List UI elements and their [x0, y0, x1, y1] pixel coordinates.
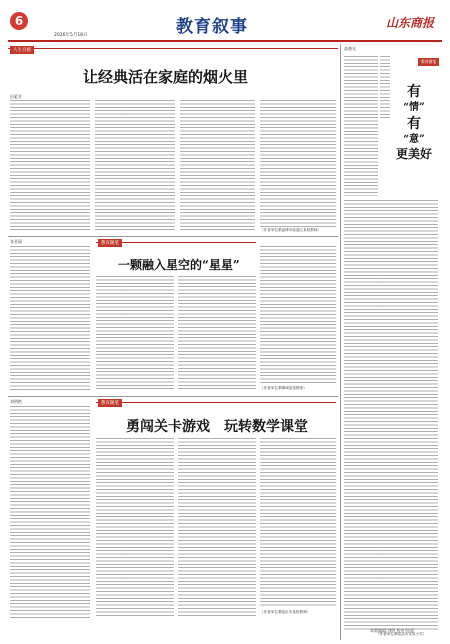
brand-logo: 山东商报 [386, 16, 435, 30]
article-3-body [178, 438, 256, 618]
article-2-note: （作者单位系聊城某校教师） [260, 386, 307, 390]
sidebar-author: 高晓光 [344, 46, 356, 51]
sidebar-tag: 教育随笔 [418, 58, 439, 66]
article-2-author: 张亚丽 [10, 239, 22, 244]
sidebar-body [344, 200, 438, 630]
sidebar [340, 44, 442, 644]
sidebar-title [396, 84, 432, 161]
article-3 [8, 396, 338, 622]
article-1-body [260, 100, 336, 228]
sidebar-body-top [344, 56, 378, 196]
article-1-body [10, 100, 90, 230]
article-3-title: 勇闯关卡游戏 玩转数学课堂 [126, 419, 308, 435]
sidebar-title-part: “意” [403, 134, 425, 145]
page-number-badge: 6 [10, 12, 28, 30]
article-1-body [180, 100, 255, 230]
sidebar-title-part: 更美好 [396, 147, 433, 161]
article-2-body [96, 276, 174, 390]
article-1-tag: 人生百感 [10, 46, 34, 54]
article-3-body [96, 438, 174, 618]
sidebar-note: （作者单位系临清市实验小学） [376, 632, 427, 636]
sidebar-title-part: 有 [407, 116, 421, 132]
article-1-author: 田素芳 [10, 94, 22, 99]
article-1-body [95, 100, 175, 230]
issue-date: 2026年5月18日 [54, 33, 88, 38]
article-3-author: 刘明艳 [10, 399, 22, 404]
article-3-body [260, 438, 336, 608]
article-2 [8, 236, 338, 394]
article-1-title: 让经典活在家庭的烟火里 [83, 68, 249, 86]
article-3-note: （作者单位系临沂市某校教师） [260, 610, 311, 614]
article-3-body [10, 406, 90, 618]
sidebar-title-part: “情” [403, 102, 425, 113]
article-2-body [10, 246, 90, 390]
footer-editor: 本版编辑:刘明 校对:孙蕾 [370, 628, 414, 633]
article-1 [8, 44, 338, 234]
masthead-rule [8, 40, 442, 42]
article-2-tag: 教育随笔 [98, 239, 122, 247]
article-3-tag: 教育随笔 [98, 399, 122, 407]
article-2-body [178, 276, 256, 390]
article-1-note: （作者单位系淄博市临淄区某校教师） [260, 228, 322, 232]
masthead [8, 10, 442, 40]
article-2-body [260, 246, 336, 384]
article-2-title: 一颗融入星空的“星星” [118, 258, 240, 272]
sidebar-title-part: 有 [407, 84, 421, 100]
section-title: 教育叙事 [176, 17, 248, 37]
sidebar-body-top [380, 56, 390, 118]
